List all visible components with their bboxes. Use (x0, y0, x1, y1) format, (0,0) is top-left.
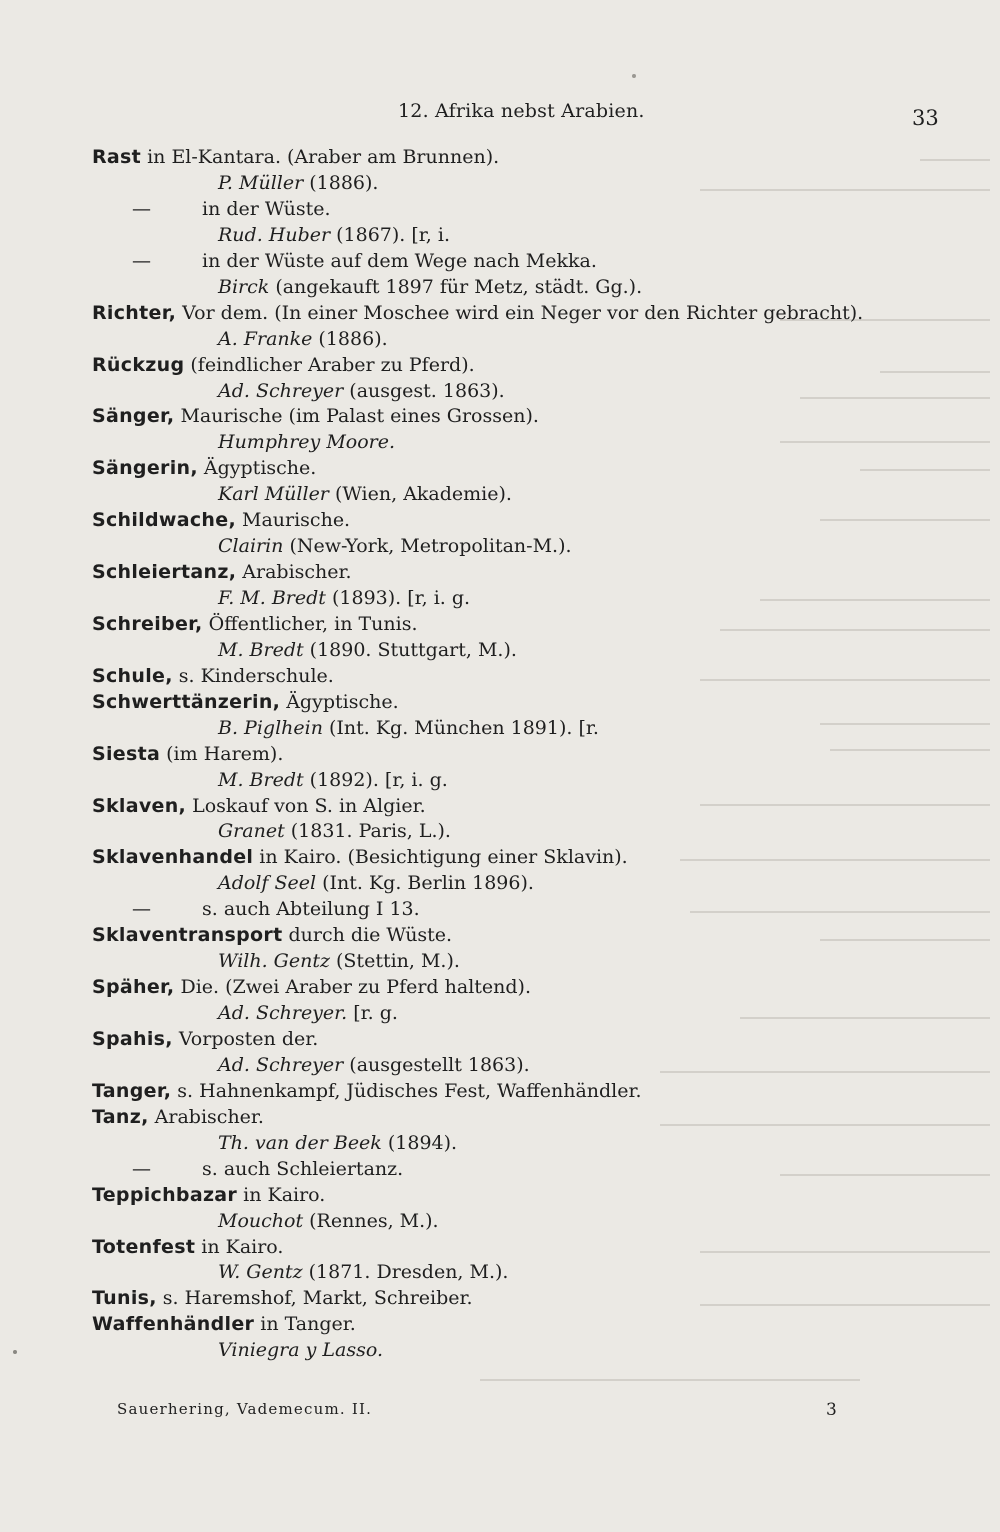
entry-text: Arabischer. (148, 1105, 264, 1128)
entry-keyword: Späher, (92, 976, 175, 999)
entry-line (218, 274, 642, 300)
entry-line (92, 663, 334, 689)
entry-line (218, 170, 378, 196)
entry-line (218, 818, 451, 844)
entry-keyword: Sklavenhandel (92, 846, 254, 869)
entry-text: durch die Wüste. (282, 924, 453, 947)
artwork-details: (1893). [r, i. g. (325, 587, 471, 609)
ditto-dash: — (132, 1157, 151, 1180)
entry-text: Vorposten der. (172, 1028, 319, 1050)
artist-name: Mouchot (218, 1209, 304, 1232)
entry-line (92, 611, 417, 637)
entry-text: s. Kinderschule. (172, 664, 334, 687)
entry-line (218, 870, 534, 896)
entry-text: (feindlicher Araber zu Pferd). (184, 353, 475, 376)
entry-line (218, 1259, 508, 1285)
entry-line (92, 922, 452, 948)
artist-name: Ad. Schreyer (218, 1053, 344, 1076)
artwork-details: (Rennes, M.). (303, 1209, 439, 1232)
entry-keyword: Totenfest (92, 1235, 196, 1258)
entry-line (218, 715, 599, 741)
entry-line (92, 1182, 325, 1208)
artist-name: Adolf Seel (218, 872, 317, 895)
entry-line (92, 741, 283, 767)
entry-keyword: Waffenhändler (92, 1313, 255, 1336)
entry-line (92, 144, 499, 170)
entry-line (218, 1337, 383, 1363)
sub-entry-text: s. auch Schleiertanz. (202, 1157, 404, 1180)
entry-keyword: Schleiertanz, (92, 561, 237, 583)
entry-line (132, 1156, 403, 1182)
entry-line (218, 637, 517, 663)
entry-line (92, 974, 531, 1000)
entry-line (92, 689, 399, 715)
entry-text: Arabischer. (236, 561, 352, 583)
entry-line (218, 767, 448, 793)
entry-line (132, 896, 420, 922)
artwork-details: (1886). (312, 327, 388, 350)
entry-line (92, 793, 426, 819)
artist-name: M. Bredt (218, 768, 304, 791)
entry-line (218, 1208, 439, 1234)
entry-keyword: Spahis, (92, 1028, 173, 1050)
entry-text: in Kairo. (195, 1235, 284, 1258)
entry-keyword: Rast (92, 146, 142, 168)
page-header (0, 100, 1000, 134)
artist-name: F. M. Bredt (218, 587, 326, 609)
entry-text: Vor dem. (In einer Moschee wird ein Neger vor den Richter gebracht). (176, 301, 864, 324)
entry-line (92, 1234, 283, 1260)
artist-name: Th. van der Beek (218, 1131, 382, 1154)
entry-keyword: Sängerin, (92, 457, 198, 480)
entry-line (218, 1000, 398, 1026)
artwork-details: (Wien, Akademie). (328, 483, 512, 506)
entry-text: s. Hahnenkampf, Jüdisches Fest, Waffenhändler. (171, 1079, 642, 1102)
entry-keyword: Sänger, (92, 405, 175, 428)
artwork-details: (Int. Kg. München 1891). [r. (322, 716, 599, 739)
entry-keyword: Tanger, (92, 1079, 172, 1102)
ditto-dash: — (132, 197, 151, 220)
artwork-details: (angekauft 1897 für Metz, städt. Gg.). (269, 275, 643, 298)
entry-keyword: Rückzug (92, 353, 185, 376)
entry-text: Maurische (im Palast eines Grossen). (174, 405, 539, 428)
entry-line (92, 403, 539, 429)
artwork-details: (Int. Kg. Berlin 1896). (316, 872, 534, 895)
artist-name: P. Müller (218, 171, 304, 194)
entry-keyword: Schwerttänzerin, (92, 690, 281, 713)
artist-name: Ad. Schreyer (218, 379, 344, 402)
artist-name: Birck (218, 275, 270, 298)
entry-line (92, 1285, 473, 1311)
footer-source: Sauerhering, Vademecum. II. (117, 1400, 373, 1418)
artwork-details: (1867). [r, i. (330, 223, 450, 246)
entry-line (218, 222, 450, 248)
entry-keyword: Tunis, (92, 1287, 157, 1310)
entry-line (218, 378, 505, 404)
entry-text: Öffentlicher, in Tunis. (202, 612, 418, 635)
artist-name: Karl Müller (218, 483, 329, 506)
artwork-details: (1894). (381, 1131, 458, 1154)
artist-name: M. Bredt (218, 638, 304, 661)
entry-line (92, 844, 628, 870)
entry-line (218, 1052, 530, 1078)
entry-line (218, 326, 388, 352)
entry-line (218, 948, 460, 974)
artwork-details: (1831. Paris, L.). (284, 820, 451, 843)
artist-name: W. Gentz (218, 1261, 303, 1284)
entry-text: (im Harem). (160, 742, 284, 765)
artist-name: Wilh. Gentz (218, 950, 330, 973)
entry-line (92, 455, 316, 481)
entry-line (132, 248, 597, 274)
artwork-details: (Stettin, M.). (329, 950, 460, 973)
running-title: 12. Afrika nebst Arabien. (398, 100, 645, 122)
entry-line (218, 585, 470, 611)
entry-keyword: Sklaven, (92, 794, 187, 817)
entry-text: in Kairo. (Besichtigung einer Sklavin). (253, 846, 628, 869)
artwork-details: [r. g. (347, 1002, 398, 1024)
artist-name: Granet (218, 820, 285, 843)
artist-name: B. Piglhein (218, 716, 323, 739)
artist-name: Humphrey Moore. (218, 431, 396, 454)
ditto-dash: — (132, 898, 151, 921)
artwork-details: (New-York, Metropolitan-M.). (283, 535, 572, 558)
artwork-details: (1890. Stuttgart, M.). (303, 638, 517, 661)
entry-keyword: Schule, (92, 664, 173, 687)
sub-entry-text: in der Wüste auf dem Wege nach Mekka. (202, 249, 597, 272)
entry-line (92, 1026, 318, 1052)
artist-name: Ad. Schreyer. (218, 1002, 348, 1024)
entry-line (218, 429, 395, 455)
entry-keyword: Richter, (92, 301, 177, 324)
entry-text: in Tanger. (254, 1313, 356, 1336)
entry-line (92, 1311, 356, 1337)
entry-keyword: Tanz, (92, 1105, 149, 1128)
entry-text: Ägyptische. (280, 690, 399, 713)
artist-name: Viniegra y Lasso. (218, 1339, 383, 1362)
entry-line (218, 1130, 457, 1156)
artist-name: Clairin (218, 535, 284, 558)
entry-line (92, 300, 863, 326)
entry-keyword: Schildwache, (92, 509, 236, 532)
sub-entry-text: s. auch Abteilung I 13. (202, 898, 420, 921)
artwork-details: (ausgestellt 1863). (343, 1053, 530, 1076)
entry-text: in Kairo. (237, 1183, 326, 1206)
sub-entry-text: in der Wüste. (202, 197, 331, 220)
entry-line (92, 1078, 642, 1104)
entry-line (92, 507, 350, 533)
entry-keyword: Schreiber, (92, 612, 203, 635)
entry-line (92, 352, 475, 378)
artwork-details: (1892). [r, i. g. (303, 768, 448, 791)
footer-signature: 3 (826, 1400, 837, 1420)
entry-text: Maurische. (235, 509, 351, 532)
page-footer (0, 1400, 1000, 1424)
page-number: 33 (912, 106, 939, 130)
entry-line (218, 533, 572, 559)
artist-name: A. Franke (218, 327, 313, 350)
entry-keyword: Sklaventransport (92, 924, 283, 947)
entry-text: Ägyptische. (197, 457, 317, 480)
ditto-dash: — (132, 249, 151, 272)
entry-line (92, 1104, 264, 1130)
artwork-details: (1886). (303, 171, 379, 194)
entry-keyword: Teppichbazar (92, 1183, 238, 1206)
entry-line (132, 196, 331, 222)
entry-text: Die. (Zwei Araber zu Pferd haltend). (174, 976, 531, 999)
artwork-details: (ausgest. 1863). (343, 379, 505, 402)
entry-line (218, 481, 512, 507)
entry-line (92, 559, 352, 585)
artwork-details: (1871. Dresden, M.). (302, 1261, 509, 1284)
entry-text: Loskauf von S. in Algier. (186, 794, 426, 817)
entry-text: in El-Kantara. (Araber am Brunnen). (141, 146, 500, 168)
entry-text: s. Haremshof, Markt, Schreiber. (156, 1287, 473, 1310)
artist-name: Rud. Huber (218, 223, 331, 246)
entry-keyword: Siesta (92, 742, 161, 765)
